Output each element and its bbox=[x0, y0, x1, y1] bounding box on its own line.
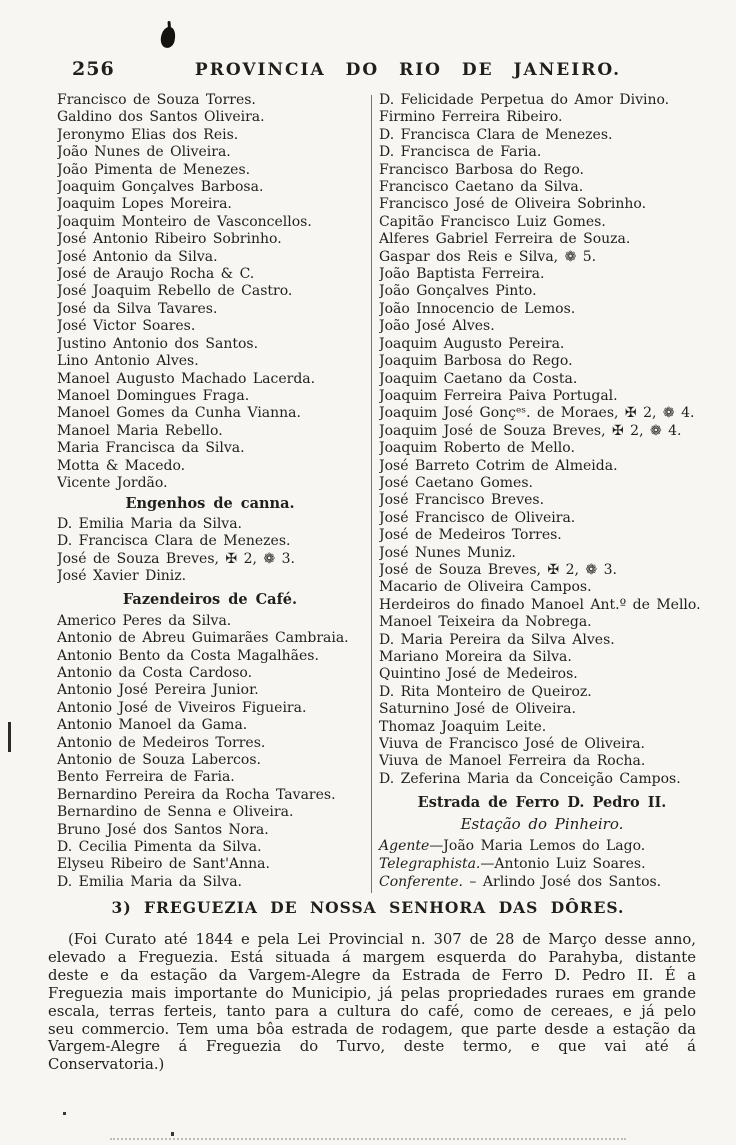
bottom-edge-rule bbox=[110, 1138, 626, 1140]
fazendeiro-name: Bento Ferreira de Faria. bbox=[57, 769, 235, 786]
proprietors-list bbox=[57, 92, 363, 492]
fazendeiro-name: Herdeiros do finado Manoel Ant.º de Mello. bbox=[379, 596, 701, 613]
proprietor-name: Justino Antonio dos Santos. bbox=[57, 335, 259, 352]
fazendeiro-name: Americo Peres da Silva. bbox=[57, 612, 232, 629]
fazendeiro-name: José Nunes Muniz. bbox=[379, 544, 516, 561]
fazendeiro-name: Capitão Francisco Luiz Gomes. bbox=[379, 213, 606, 230]
fazendeiros-list bbox=[57, 613, 363, 892]
fazendeiro-name: D. Zeferina Maria da Conceição Campos. bbox=[379, 770, 681, 787]
fazendeiro-name: Francisco Barbosa do Rego. bbox=[379, 161, 584, 178]
engenhos-list bbox=[57, 516, 363, 586]
fazendeiro-name: José de Medeiros Torres. bbox=[379, 527, 562, 544]
fazendeiro-name: Bernardino Pereira da Rocha Tavares. bbox=[57, 786, 336, 803]
proprietor-name: Manoel Domingues Fraga. bbox=[57, 387, 250, 404]
proprietor-name: Galdino dos Santos Oliveira. bbox=[57, 109, 265, 126]
fazendeiro-name: Antonio de Abreu Guimarães Cambraia. bbox=[57, 630, 349, 647]
proprietor-name: Motta & Macedo. bbox=[57, 457, 186, 474]
fazendeiro-name: Quintino José de Medeiros. bbox=[379, 666, 578, 683]
fazendeiro-name: João Gonçalves Pinto. bbox=[379, 283, 537, 300]
railroad-staff-entry bbox=[379, 855, 705, 873]
proprietor-name: José Antonio Ribeiro Sobrinho. bbox=[57, 231, 282, 248]
fazendeiro-name: D. Maria Pereira da Silva Alves. bbox=[379, 631, 615, 648]
fazendeiro-name: Mariano Moreira da Silva. bbox=[379, 649, 572, 665]
fazendeiro-name: Bruno José dos Santos Nora. bbox=[57, 821, 269, 838]
fazendeiro-name: D. Francisca de Faria. bbox=[379, 144, 542, 161]
proprietor-name: José Joaquim Rebello de Castro. bbox=[57, 283, 293, 300]
page-header-title: PROVINCIA DO RIO DE JANEIRO. bbox=[194, 60, 622, 80]
fazendeiro-name: José Francisco de Oliveira. bbox=[379, 509, 576, 526]
fazendeiro-name: Antonio de Souza Labercos. bbox=[57, 752, 261, 769]
fazendeiro-name: Viuva de Manoel Ferreira da Rocha. bbox=[379, 753, 646, 770]
staff-role: Telegraphista. bbox=[379, 856, 481, 873]
fazendeiro-name: Alferes Gabriel Ferreira de Souza. bbox=[379, 231, 631, 248]
fazendeiro-name: Joaquim José de Souza Breves, ✠ 2, ❁ 4. bbox=[379, 422, 682, 439]
proprietor-name: Manoel Maria Rebello. bbox=[57, 422, 223, 439]
proprietor-name: Jeronymo Elias dos Reis. bbox=[57, 126, 239, 143]
fazendeiro-name: José de Souza Breves, ✠ 2, ❁ 3. bbox=[379, 561, 617, 578]
fazendeiro-name: Antonio Manoel da Gama. bbox=[57, 717, 248, 734]
scan-speck bbox=[63, 1112, 66, 1115]
fazendeiro-name: José Caetano Gomes. bbox=[379, 474, 533, 491]
engenho-owner-name: José Xavier Diniz. bbox=[57, 567, 187, 584]
staff-name: – Arlindo José dos Santos. bbox=[462, 874, 662, 891]
fazendeiro-name: Antonio de Medeiros Torres. bbox=[57, 734, 266, 751]
proprietor-name: João Pimenta de Menezes. bbox=[57, 161, 251, 178]
proprietor-name: Manoel Augusto Machado Lacerda. bbox=[57, 370, 316, 387]
fazendeiro-name: Saturnino José de Oliveira. bbox=[379, 701, 576, 718]
fazendeiro-name: João Baptista Ferreira. bbox=[379, 266, 545, 283]
fazendeiro-name: Joaquim Barbosa do Rego. bbox=[379, 353, 573, 370]
margin-scan-mark bbox=[8, 722, 11, 752]
fazendeiro-name: José Barreto Cotrim de Almeida. bbox=[379, 457, 618, 474]
fazendeiro-name: Antonio Bento da Costa Magalhães. bbox=[57, 647, 319, 664]
fazendeiro-name: Joaquim Roberto de Mello. bbox=[379, 440, 575, 457]
proprietor-name: José de Araujo Rocha & C. bbox=[57, 266, 255, 283]
column-divider-rule bbox=[371, 95, 372, 893]
staff-role: Conferente. bbox=[379, 874, 463, 891]
engenho-owner-name: D. Emilia Maria da Silva. bbox=[57, 515, 243, 532]
fazendeiro-name: Antonio José Pereira Junior. bbox=[57, 682, 259, 699]
proprietor-name: Joaquim Lopes Moreira. bbox=[57, 196, 232, 213]
proprietor-name: Vicente Jordão. bbox=[57, 474, 168, 491]
fazendeiro-name: Francisco Caetano da Silva. bbox=[379, 179, 584, 196]
freguezia-description-paragraph: (Foi Curato até 1844 e pela Lei Provincial n. 307 de 28 de Março desse anno, elevado a Freguezia. Está situada á margem esquerda do Parahyba, distante deste e da estação da Vargem-Alegre da Estrada de Ferro D. Pedro II. É a Freguezia mais importante do Municipio, já pelas propriedades ruraes em grande escala, terras ferteis, tanto para a cultura do café, como de cereaes, e já pelo seu commercio. Tem uma bôa estrada de rodagem, que parte desde a estação da Vargem-Alegre á Freguezia do Turvo, deste termo, e que vai até á Conservatoria.) bbox=[48, 931, 696, 1074]
fazendeiro-name: Francisco José de Oliveira Sobrinho. bbox=[379, 196, 647, 213]
fazendeiro-name: D. Emilia Maria da Silva. bbox=[57, 873, 243, 890]
fazendeiro-name: João José Alves. bbox=[379, 318, 495, 335]
engenho-owner-name: José de Souza Breves, ✠ 2, ❁ 3. bbox=[57, 550, 295, 567]
railroad-heading: Estrada de Ferro D. Pedro II. bbox=[417, 794, 667, 812]
fazendeiro-name: Joaquim José Gonçᵉˢ. de Moraes, ✠ 2, ❁ 4. bbox=[379, 405, 695, 422]
fazendeiro-name: Joaquim Augusto Pereira. bbox=[379, 335, 565, 352]
fazendeiro-name: Antonio da Costa Cardoso. bbox=[57, 665, 253, 681]
fazendeiro-name: Antonio José de Viveiros Figueira. bbox=[57, 699, 307, 716]
page-number: 256 bbox=[72, 58, 115, 80]
fazendeiro-name: Joaquim Caetano da Costa. bbox=[379, 370, 578, 387]
railroad-staff-entry bbox=[379, 873, 705, 891]
proprietor-name: Maria Francisca da Silva. bbox=[57, 440, 245, 457]
proprietor-name: Joaquim Gonçalves Barbosa. bbox=[57, 179, 264, 196]
railroad-station-name: Estação do Pinheiro. bbox=[460, 814, 624, 833]
fazendeiro-name: D. Rita Monteiro de Queiroz. bbox=[379, 683, 592, 700]
staff-name: —João Maria Lemos do Lago. bbox=[429, 838, 646, 855]
right-column bbox=[379, 92, 705, 891]
engenho-owner-name: D. Francisca Clara de Menezes. bbox=[57, 533, 291, 550]
fazendeiro-name: José Francisco Breves. bbox=[379, 492, 545, 509]
fazendeiro-name: Elyseu Ribeiro de Sant'Anna. bbox=[57, 856, 270, 873]
railroad-staff-entry bbox=[379, 837, 705, 855]
fazendeiro-name: D. Francisca Clara de Menezes. bbox=[379, 126, 613, 143]
fazendeiro-name: D. Felicidade Perpetua do Amor Divino. bbox=[379, 92, 670, 108]
railroad-staff-list bbox=[379, 837, 705, 891]
staff-role: Agente bbox=[379, 838, 430, 855]
fazendeiros-list-continued bbox=[379, 92, 705, 788]
staff-name: —Antonio Luiz Soares. bbox=[480, 856, 646, 873]
freguezia-section-heading: 3) FREGUEZIA DE NOSSA SENHORA DAS DÔRES. bbox=[111, 898, 625, 917]
fazendeiro-name: Firmino Ferreira Ribeiro. bbox=[379, 109, 563, 126]
fazendeiro-name: João Innocencio de Lemos. bbox=[379, 300, 576, 317]
proprietor-name: Manoel Gomes da Cunha Vianna. bbox=[57, 405, 301, 422]
fazendeiro-name: Viuva de Francisco José de Oliveira. bbox=[379, 736, 646, 753]
proprietor-name: José da Silva Tavares. bbox=[57, 300, 218, 317]
proprietor-name: João Nunes de Oliveira. bbox=[57, 144, 231, 161]
fazendeiro-name: Gaspar dos Reis e Silva, ❁ 5. bbox=[379, 248, 597, 265]
proprietor-name: Francisco de Souza Torres. bbox=[57, 92, 256, 108]
ink-blot-mark bbox=[160, 26, 177, 49]
proprietor-name: José Antonio da Silva. bbox=[57, 248, 218, 265]
fazendeiro-name: Macario de Oliveira Campos. bbox=[379, 579, 592, 596]
proprietor-name: José Victor Soares. bbox=[57, 318, 196, 335]
scan-speck bbox=[171, 1132, 174, 1136]
proprietor-name: Lino Antonio Alves. bbox=[57, 353, 199, 370]
fazendeiro-name: Manoel Teixeira da Nobrega. bbox=[379, 614, 592, 631]
left-column bbox=[57, 92, 363, 891]
fazendeiro-name: D. Cecilia Pimenta da Silva. bbox=[57, 839, 262, 856]
proprietor-name: Joaquim Monteiro de Vasconcellos. bbox=[57, 213, 312, 230]
fazendeiros-heading: Fazendeiros de Café. bbox=[122, 591, 298, 609]
engenhos-heading: Engenhos de canna. bbox=[125, 495, 295, 513]
fazendeiro-name: Bernardino de Senna e Oliveira. bbox=[57, 804, 294, 821]
fazendeiro-name: Thomaz Joaquim Leite. bbox=[379, 718, 547, 735]
fazendeiro-name: Joaquim Ferreira Paiva Portugal. bbox=[379, 387, 618, 404]
